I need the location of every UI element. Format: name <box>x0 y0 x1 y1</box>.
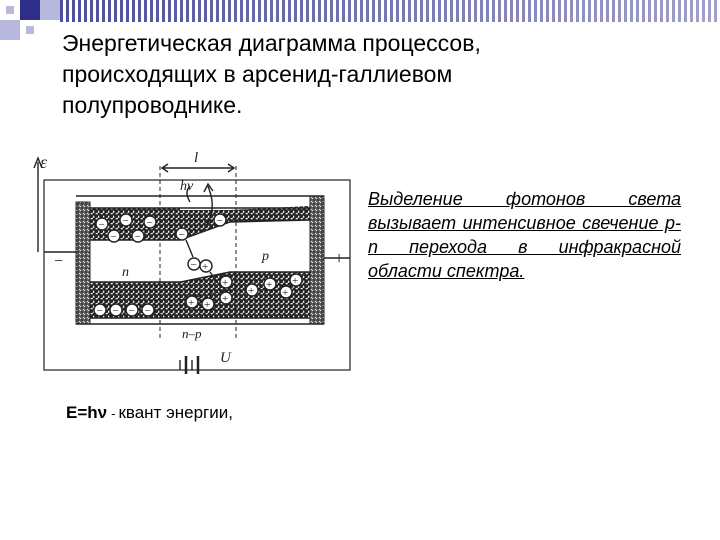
svg-text:−: − <box>134 231 141 243</box>
svg-text:+: + <box>222 293 229 305</box>
svg-text:+: + <box>204 299 211 311</box>
battery-symbol <box>180 356 198 374</box>
right-contact <box>310 196 324 324</box>
p-region-label: p <box>262 249 269 264</box>
title-line-1: Энергетическая диаграмма процессов, <box>62 30 481 56</box>
svg-text:−: − <box>110 231 117 243</box>
svg-text:−: − <box>216 215 223 227</box>
svg-text:+: + <box>266 279 273 291</box>
svg-text:−: − <box>190 259 197 271</box>
svg-text:+: + <box>248 285 255 297</box>
header-squares <box>0 0 60 40</box>
electron-path <box>186 240 193 257</box>
svg-text:−: − <box>98 219 105 231</box>
energy-diagram <box>30 140 360 380</box>
svg-text:−: − <box>96 305 103 317</box>
svg-text:−: − <box>178 229 185 241</box>
svg-text:−: − <box>128 305 135 317</box>
width-label: l <box>194 150 199 166</box>
svg-text:−: − <box>122 215 129 227</box>
formula-text: квант энергии, <box>118 403 233 422</box>
formula-dash: - <box>111 406 116 421</box>
formula-line <box>66 403 233 423</box>
svg-text:+: + <box>222 277 229 289</box>
photon-label: hν <box>180 179 194 194</box>
n-region-label: n <box>122 265 129 280</box>
title-line-2: происходящих в арсенид-галлиевом <box>62 61 453 87</box>
svg-text:+: + <box>282 287 289 299</box>
recombination-pair <box>188 258 212 273</box>
description-text: Выделение фотонов света вызывает интенсивное свечение p-n перехода в инфракрасной области спектра. <box>368 189 681 281</box>
junction-label: n–p <box>182 326 202 341</box>
title-line-3: полупроводнике. <box>62 92 243 118</box>
svg-text:−: − <box>144 305 151 317</box>
svg-text:−: − <box>146 217 153 229</box>
svg-text:+: + <box>292 275 299 287</box>
svg-text:+: + <box>188 297 195 309</box>
slide-title <box>62 28 622 121</box>
left-contact <box>76 202 90 324</box>
svg-text:+: + <box>202 261 209 273</box>
energy-axis-label: ε <box>40 152 48 172</box>
plus-terminal: + <box>334 248 345 268</box>
minus-terminal: − <box>54 253 64 270</box>
voltage-label: U <box>220 350 231 366</box>
energy-axis <box>34 158 42 252</box>
formula-symbol: E=hν <box>66 403 108 422</box>
svg-text:−: − <box>112 305 119 317</box>
